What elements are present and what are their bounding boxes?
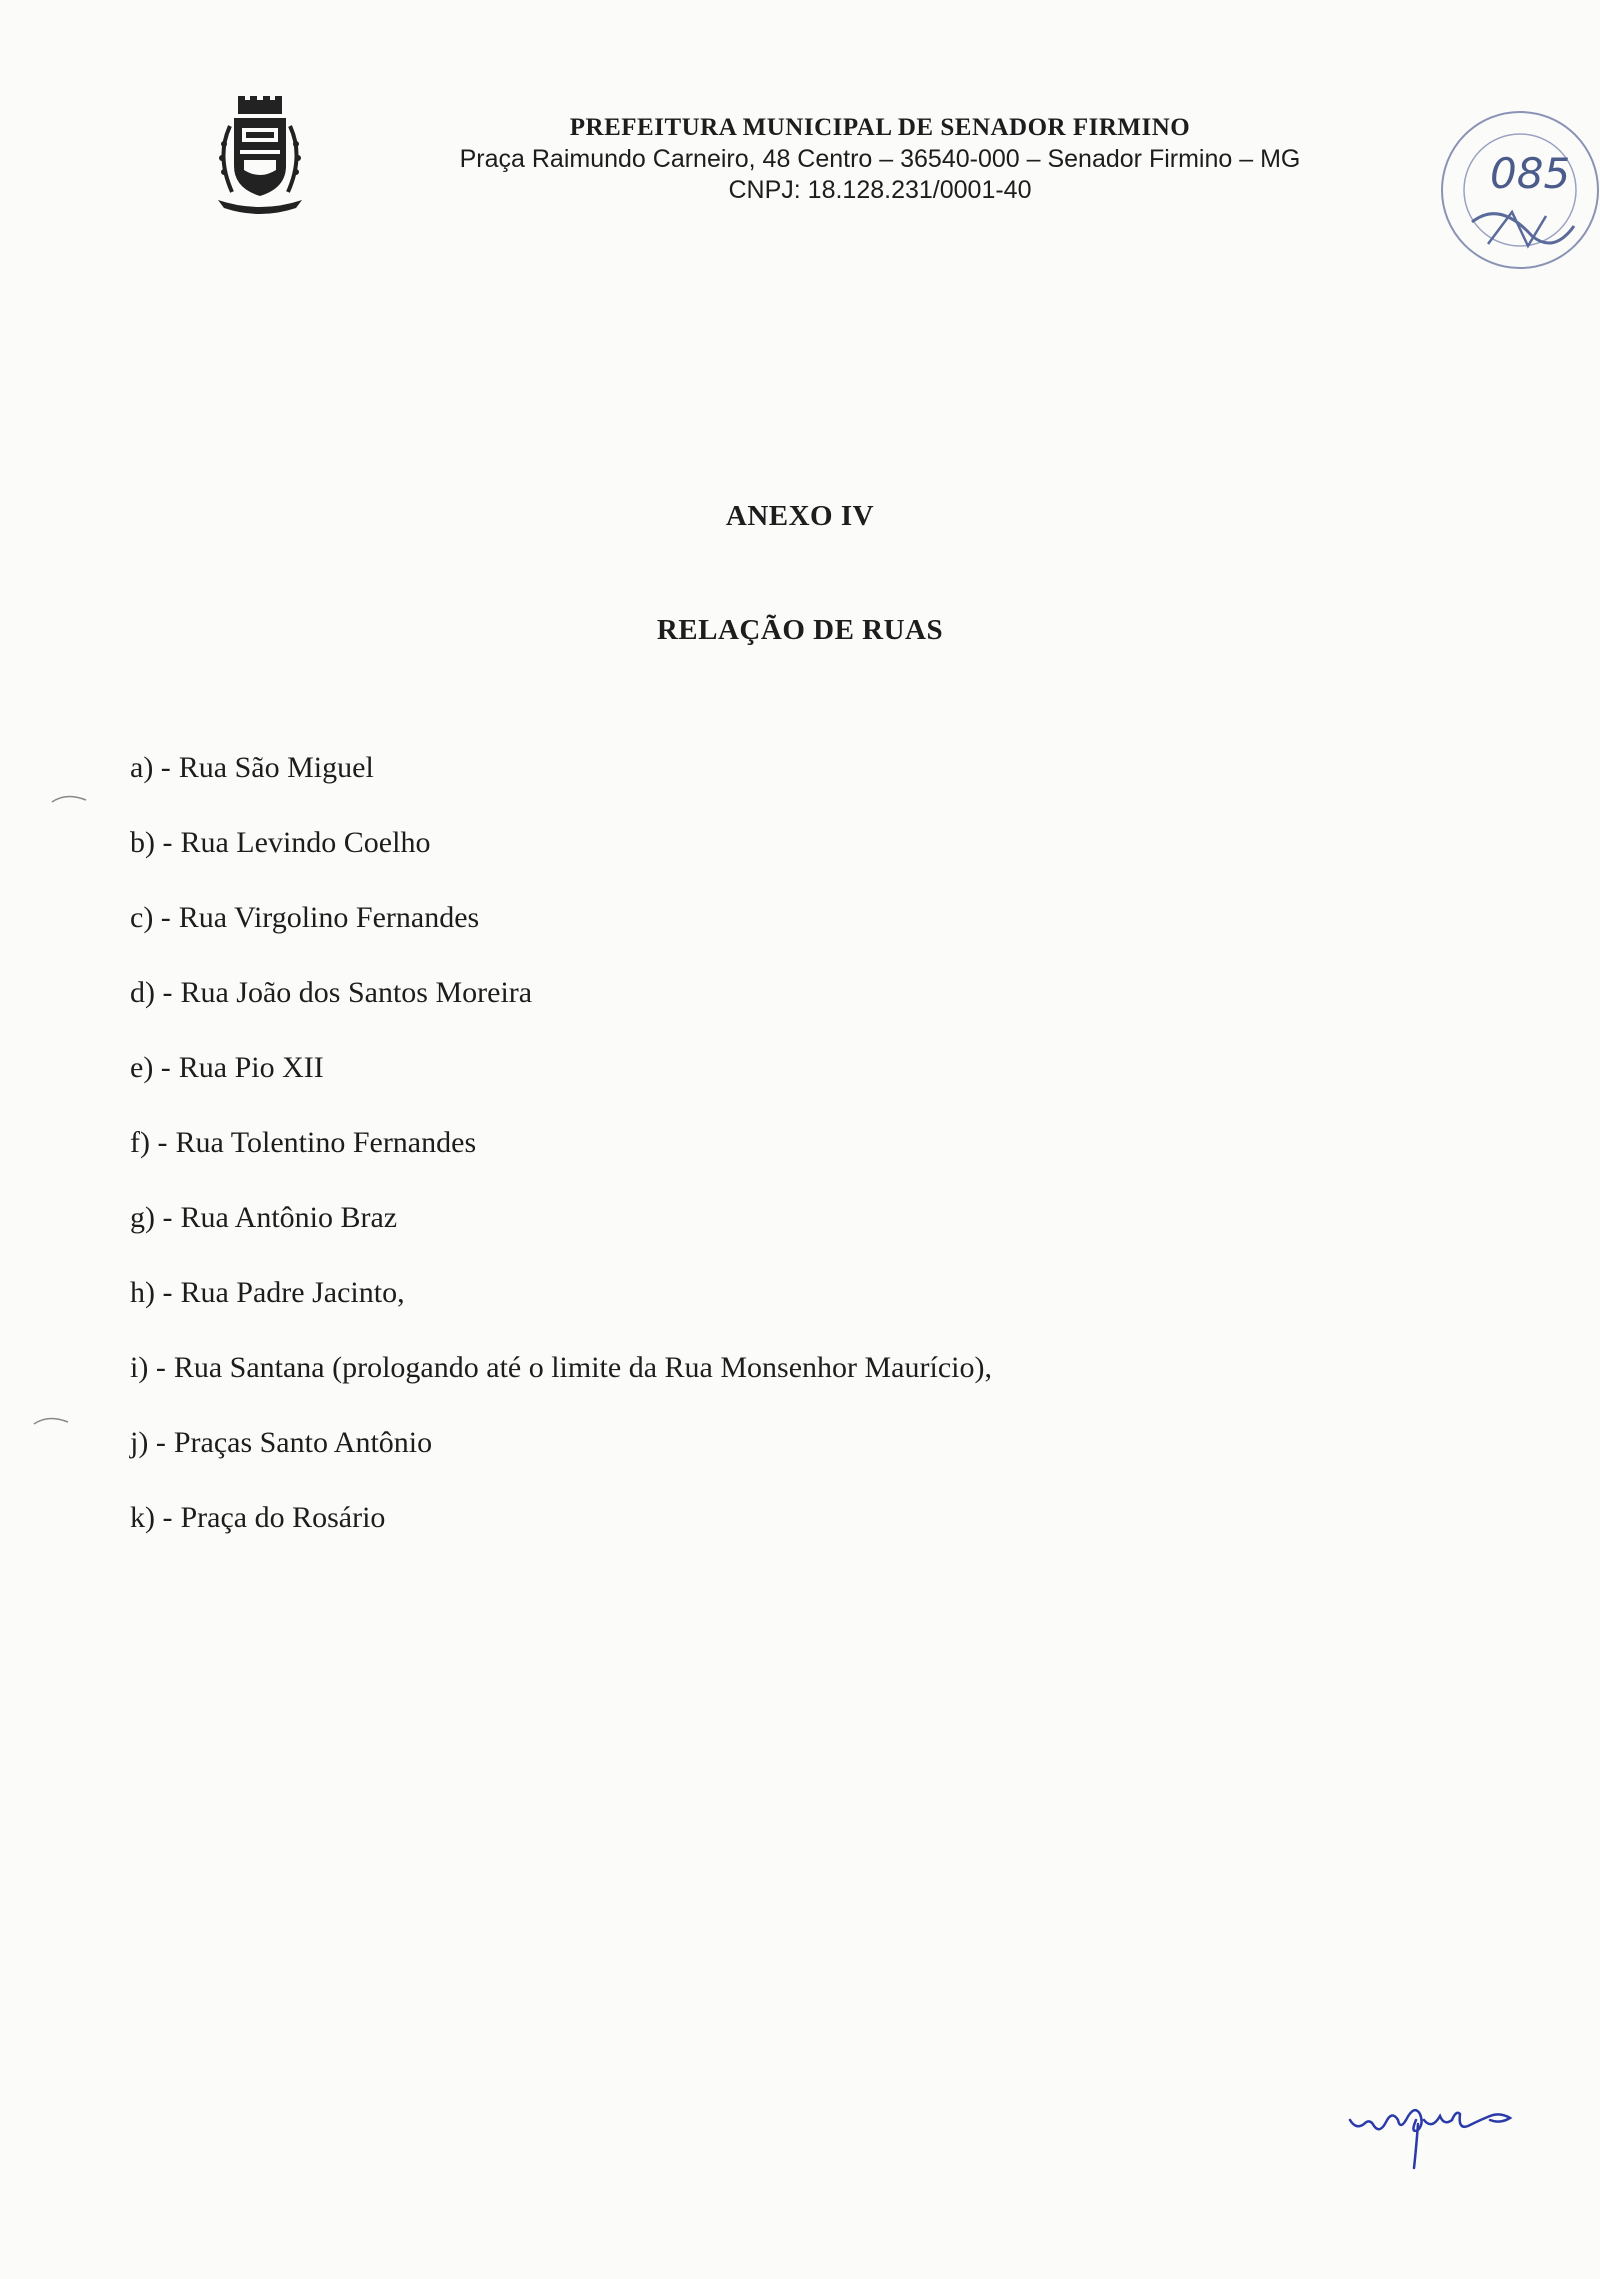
- street-name: Rua São Miguel: [178, 751, 374, 784]
- margin-mark-icon: [50, 790, 90, 810]
- street-name: Rua Padre Jacinto,: [180, 1276, 405, 1309]
- institution-address: Praça Raimundo Carneiro, 48 Centro – 36540-000 – Senador Firmino – MG: [459, 145, 1301, 173]
- list-item: [130, 898, 992, 973]
- list-item: [130, 1123, 992, 1198]
- street-name: Rua João dos Santos Moreira: [180, 976, 533, 1009]
- letterhead: [400, 112, 1360, 206]
- signature-icon: [1340, 2090, 1540, 2170]
- street-list: [130, 748, 992, 1573]
- stamp-number: 085: [1490, 149, 1571, 198]
- list-item: [130, 1048, 992, 1123]
- item-marker: d) -: [130, 976, 173, 1009]
- annex-title: ANEXO IV: [725, 500, 875, 532]
- street-name: Praças Santo Antônio: [173, 1426, 433, 1459]
- list-item: [130, 823, 992, 898]
- item-marker: c) -: [130, 901, 171, 934]
- list-title: RELAÇÃO DE RUAS: [656, 614, 944, 646]
- list-item: [130, 1198, 992, 1273]
- list-item: [130, 1498, 992, 1573]
- item-marker: i) -: [130, 1351, 166, 1384]
- item-marker: j) -: [130, 1426, 166, 1459]
- street-name: Praça do Rosário: [180, 1501, 386, 1534]
- item-marker: e) -: [130, 1051, 171, 1084]
- item-marker: k) -: [130, 1501, 173, 1534]
- street-name: Rua Levindo Coelho: [180, 826, 431, 859]
- street-name: Rua Pio XII: [178, 1051, 324, 1084]
- margin-mark-icon: [32, 1412, 72, 1432]
- list-item: [130, 973, 992, 1048]
- coat-of-arms-icon: [210, 96, 310, 216]
- list-item: [130, 1273, 992, 1348]
- commission-stamp-icon: [1428, 104, 1600, 274]
- list-item: [130, 748, 992, 823]
- institution-name: PREFEITURA MUNICIPAL DE SENADOR FIRMINO: [569, 114, 1191, 141]
- institution-cnpj: CNPJ: 18.128.231/0001-40: [728, 176, 1032, 204]
- street-name: Rua Santana (prologando até o limite da Rua Monsenhor Maurício),: [173, 1351, 992, 1384]
- street-name: Rua Tolentino Fernandes: [175, 1126, 477, 1159]
- item-marker: f) -: [130, 1126, 168, 1159]
- list-item: [130, 1423, 992, 1498]
- item-marker: b) -: [130, 826, 173, 859]
- street-name: Rua Antônio Braz: [180, 1201, 398, 1234]
- street-name: Rua Virgolino Fernandes: [178, 901, 480, 934]
- list-item: [130, 1348, 992, 1423]
- item-marker: a) -: [130, 751, 171, 784]
- item-marker: h) -: [130, 1276, 173, 1309]
- item-marker: g) -: [130, 1201, 173, 1234]
